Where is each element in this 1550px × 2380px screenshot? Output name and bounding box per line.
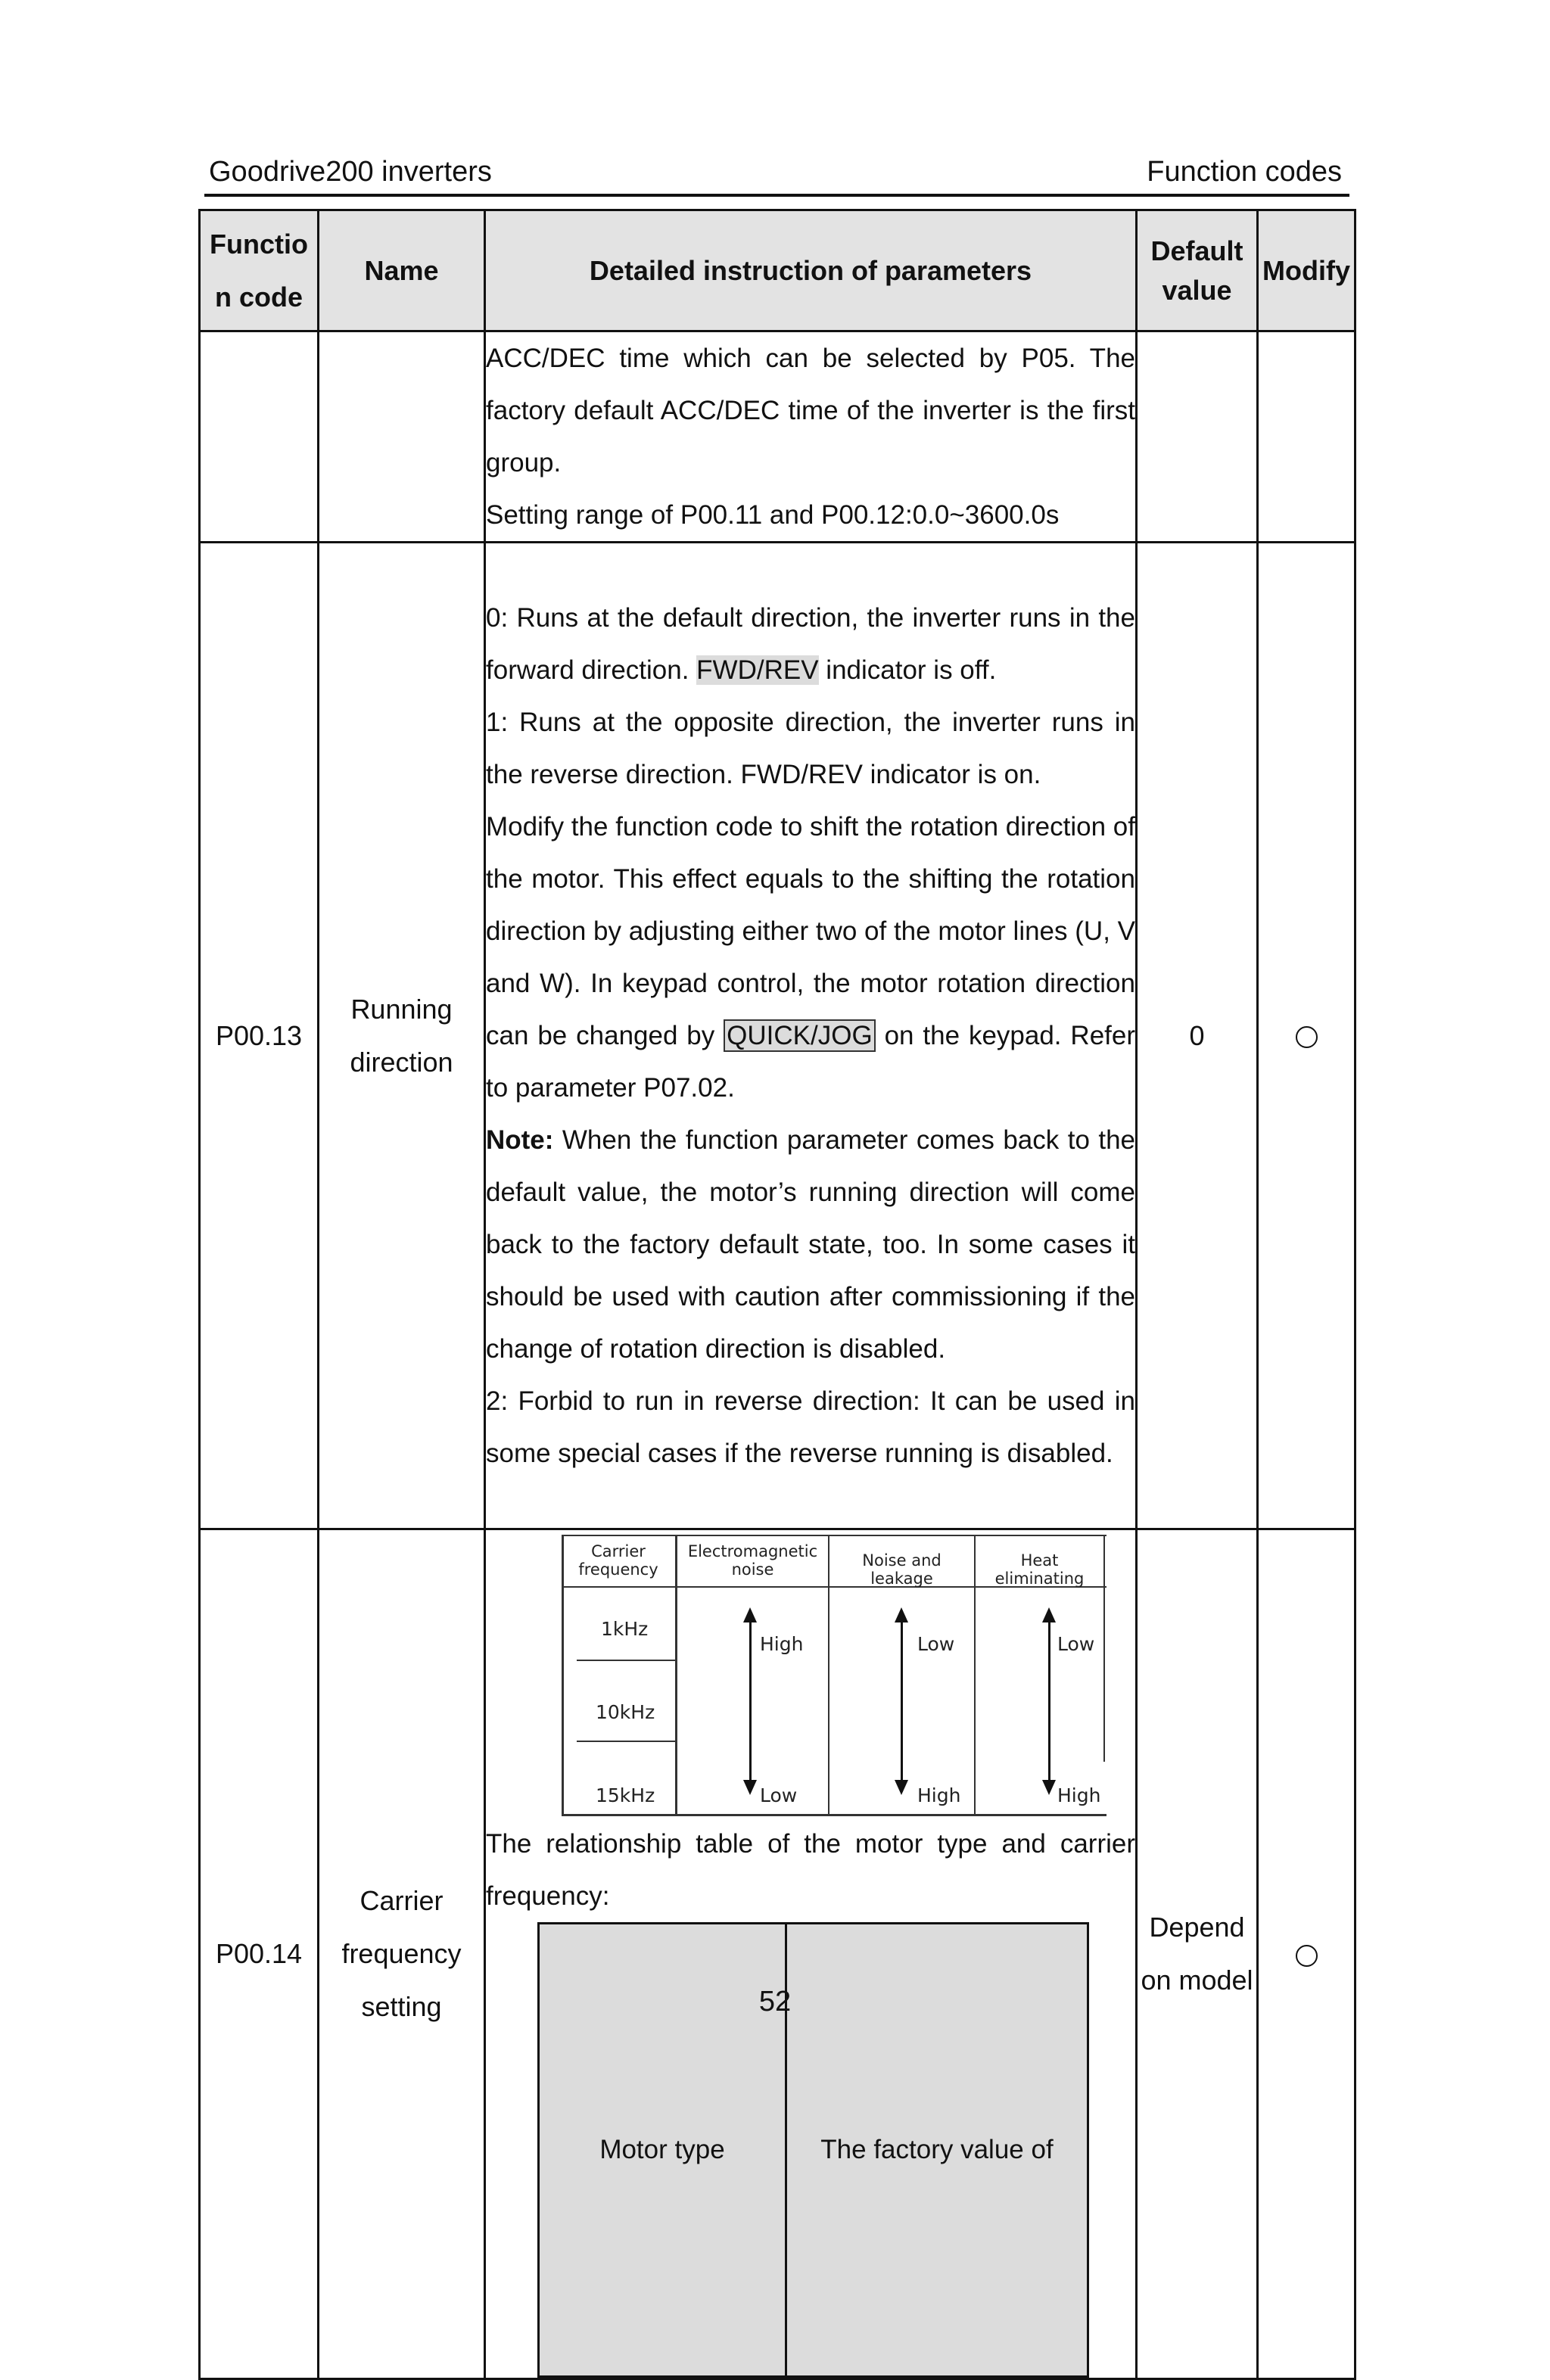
mini-header-factory-value: The factory value of [786,1924,1088,2377]
circle-icon [1296,1945,1318,1967]
modify-symbol [1258,543,1355,1529]
em-noise-bottom: Low [760,1784,798,1806]
parameter-detail [485,543,1137,1529]
detail-option-1: 1: Runs at the opposite direction, the inverter runs in the reverse direction. FWD/REV indicator is on. [486,708,1135,789]
header-modify: Modify [1258,210,1355,331]
note-label: Note: [486,1125,554,1155]
parameter-name: Carrier frequency setting [319,1529,485,2379]
header-right-title: Function codes [1147,156,1342,188]
cell-modify [1258,331,1355,543]
diagram-col-noise-leakage: Noise and leakage [862,1551,942,1588]
leakage-bottom: High [917,1784,961,1806]
detail-note: Note: When the function parameter comes back to the default value, the motor’s running direction will come back to the factory default state, too. In some cases it should be used with caution after commissioning if the change of rotation direction is disabled. [486,1125,1135,1364]
header-default-value: Default value [1137,210,1258,331]
header-left-title: Goodrive200 inverters [209,156,492,188]
leakage-arrow-icon [901,1610,903,1792]
cell-name [319,331,485,543]
header-name: Name [319,210,485,331]
diagram-col-carrier: Carrier frequency [578,1542,658,1579]
freq-10khz: 10kHz [596,1701,655,1723]
heat-bottom: High [1057,1784,1101,1806]
detail-option-2: 2: Forbid to run in reverse direction: It can be used in some special cases if the reverse running is disabled. [486,1386,1135,1468]
detail-option-0: 0: Runs at the default direction, the inverter runs in the forward direction. FWD/REV indicator is off. [486,603,1135,685]
detail-line: Setting range of P00.11 and P00.12:0.0~3600.0s [486,500,1060,530]
freq-1khz: 1kHz [601,1618,649,1640]
table-row [200,331,1355,543]
relationship-text: The relationship table of the motor type and carrier frequency: [486,1829,1135,1911]
carrier-frequency-diagram [562,1535,1106,1816]
table-row-p00-14 [200,1529,1355,2379]
detail-paragraph: Modify the function code to shift the rotation direction of the motor. This effect equals to the shifting the rotation direction by adjusting either two of the motor lines (U, V and W). In keypad control, the motor rotation direction can be changed by QUICK/JOG on the keypad. Refer to parameter P07.02. [486,812,1136,1103]
function-code: P00.13 [200,543,319,1529]
modify-symbol [1258,1529,1355,2379]
cell-default [1137,331,1258,543]
parameter-name: Running direction [319,543,485,1529]
table-row-p00-13 [200,543,1355,1529]
diagram-col-em-noise: Electromagnetic noise [687,1542,818,1579]
cell-detail [485,331,1137,543]
header-function-code: Functio n code [200,210,319,331]
header-rule [204,194,1349,197]
em-noise-top: High [760,1633,804,1655]
freq-15khz: 15kHz [596,1784,655,1806]
default-value: Depend on model [1137,1529,1258,2379]
table-header-row [200,210,1355,331]
quick-jog-key-label: QUICK/JOG [724,1019,876,1052]
default-value: 0 [1137,543,1258,1529]
mini-header-motor-type: Motor type [539,1924,786,2377]
heat-top: Low [1057,1633,1095,1655]
em-noise-arrow-icon [749,1610,752,1792]
page-number: 52 [758,1986,792,2018]
heat-arrow-icon [1048,1610,1050,1792]
diagram-col-heat: Heat eliminating [994,1551,1085,1588]
circle-icon [1296,1026,1318,1048]
parameter-detail [485,1529,1137,2379]
parameter-table [198,209,1356,2380]
leakage-top: Low [917,1633,955,1655]
fwd-rev-highlight: FWD/REV [696,655,819,685]
function-code: P00.14 [200,1529,319,2379]
detail-line: ACC/DEC time which can be selected by P05. The factory default ACC/DEC time of the inverter is the first group. [486,344,1135,478]
cell-code [200,331,319,543]
header-detail: Detailed instruction of parameters [485,210,1137,331]
